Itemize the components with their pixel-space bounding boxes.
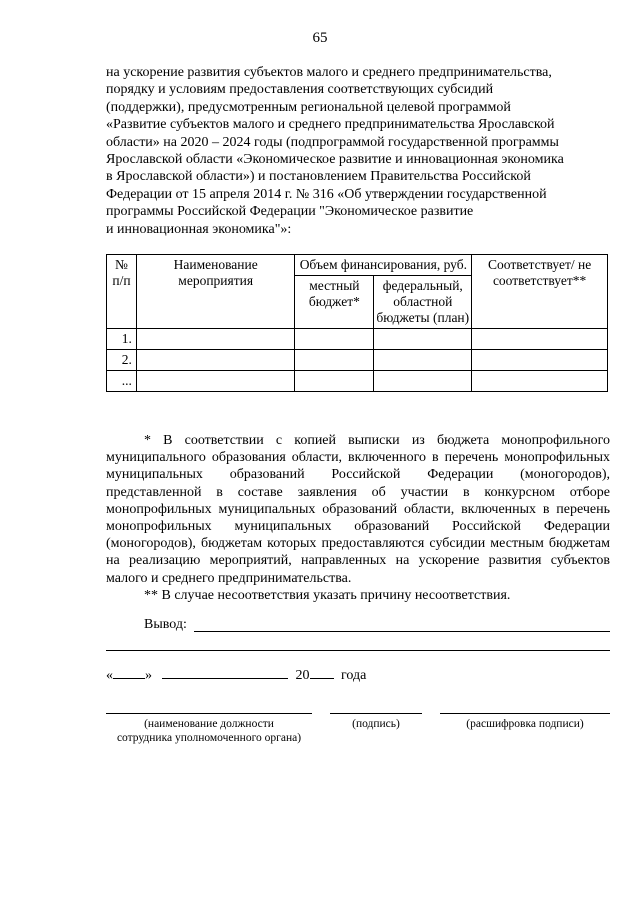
day-field[interactable] [113, 666, 145, 679]
decode-line[interactable] [440, 713, 610, 714]
table-cell[interactable] [472, 329, 608, 350]
header-compliance: Соответствует/ не соответствует** [472, 255, 608, 329]
intro-line: «Развитие субъектов малого и среднего предпринимательства Ярославской [106, 117, 555, 133]
conclusion-line-2[interactable] [106, 650, 610, 651]
intro-line: в Ярославской области») и постановлением Правительства Российской [106, 169, 531, 185]
intro-paragraph [106, 64, 610, 238]
table-cell[interactable] [374, 371, 472, 392]
conclusion-line[interactable] [194, 631, 610, 632]
position-line[interactable] [106, 713, 312, 714]
footnote-2: ** В случае несоответствия указать причину несоответствия. [144, 587, 511, 603]
intro-line: на ускорение развития субъектов малого и среднего предпринимательства, [106, 65, 552, 80]
table-cell[interactable] [374, 329, 472, 350]
table-cell[interactable] [295, 371, 374, 392]
intro-line: области» на 2020 – 2024 годы (подпрограммой государственной программы [106, 134, 559, 150]
date-open-quote: « [106, 668, 113, 683]
row-number: ... [107, 371, 137, 392]
row-number: 1. [107, 329, 137, 350]
header-local-budget: местный бюджет* [295, 276, 374, 329]
header-name: Наименование мероприятия [136, 255, 295, 329]
table-cell[interactable] [374, 350, 472, 371]
header-num: № п/п [107, 255, 137, 329]
header-federal-budget: федеральный, областной бюджеты (план) [374, 276, 472, 329]
signature-line[interactable] [330, 713, 422, 714]
year-field[interactable] [310, 666, 334, 679]
row-number: 2. [107, 350, 137, 371]
position-caption: (наименование должности сотрудника уполномоченного органа) [116, 718, 302, 744]
intro-line: (поддержки), предусмотренным региональной целевой программой [106, 99, 511, 115]
year-prefix: 20 [295, 668, 310, 683]
table-cell[interactable] [136, 329, 295, 350]
funding-table [106, 254, 608, 392]
table-cell[interactable] [295, 350, 374, 371]
footnotes [106, 432, 610, 604]
table-cell[interactable] [136, 350, 295, 371]
table-row [107, 350, 608, 371]
date-row [106, 666, 366, 684]
signature-caption: (подпись) [352, 718, 400, 730]
table-cell[interactable] [472, 371, 608, 392]
decode-caption: (расшифровка подписи) [466, 718, 584, 730]
header-funding: Объем финансирования, руб. [295, 255, 472, 276]
intro-line: и инновационная экономика"»: [106, 221, 292, 237]
date-close-quote: » [145, 668, 152, 683]
table-row [107, 329, 608, 350]
year-suffix: года [341, 668, 367, 683]
conclusion-label: Вывод: [144, 617, 187, 632]
table-cell[interactable] [295, 329, 374, 350]
footnote-1: * В соответствии с копией выписки из бюджета монопрофильного муниципального образования области, включенного в перечень монопрофильных муниципальных образований Российской Федерации (моногородов), представленной в составе заявления об участии в конкурсном отборе монопрофильных муниципальных образований области, включенных в перечень монопрофильных муниципальных образований Российской Федерации (моногородов), бюджетам которых предоставляются субсидии местным бюджетам на реализацию мероприятий, направленных на ускорение развития субъектов малого и среднего предпринимательства. [106, 433, 610, 586]
intro-line: порядку и условиям предоставления соответствующих субсидий [106, 82, 494, 98]
intro-line: Ярославской области «Экономическое развитие и инновационная экономика [106, 152, 564, 168]
table-row [107, 371, 608, 392]
page-number: 65 [312, 30, 328, 46]
table-header-row [107, 255, 608, 276]
table-cell[interactable] [472, 350, 608, 371]
month-field[interactable] [162, 666, 288, 679]
intro-line: программы Российской Федерации "Экономическое развитие [106, 204, 474, 220]
table-cell[interactable] [136, 371, 295, 392]
intro-line: Федерации от 15 апреля 2014 г. № 316 «Об утверждении государственной [106, 186, 547, 202]
